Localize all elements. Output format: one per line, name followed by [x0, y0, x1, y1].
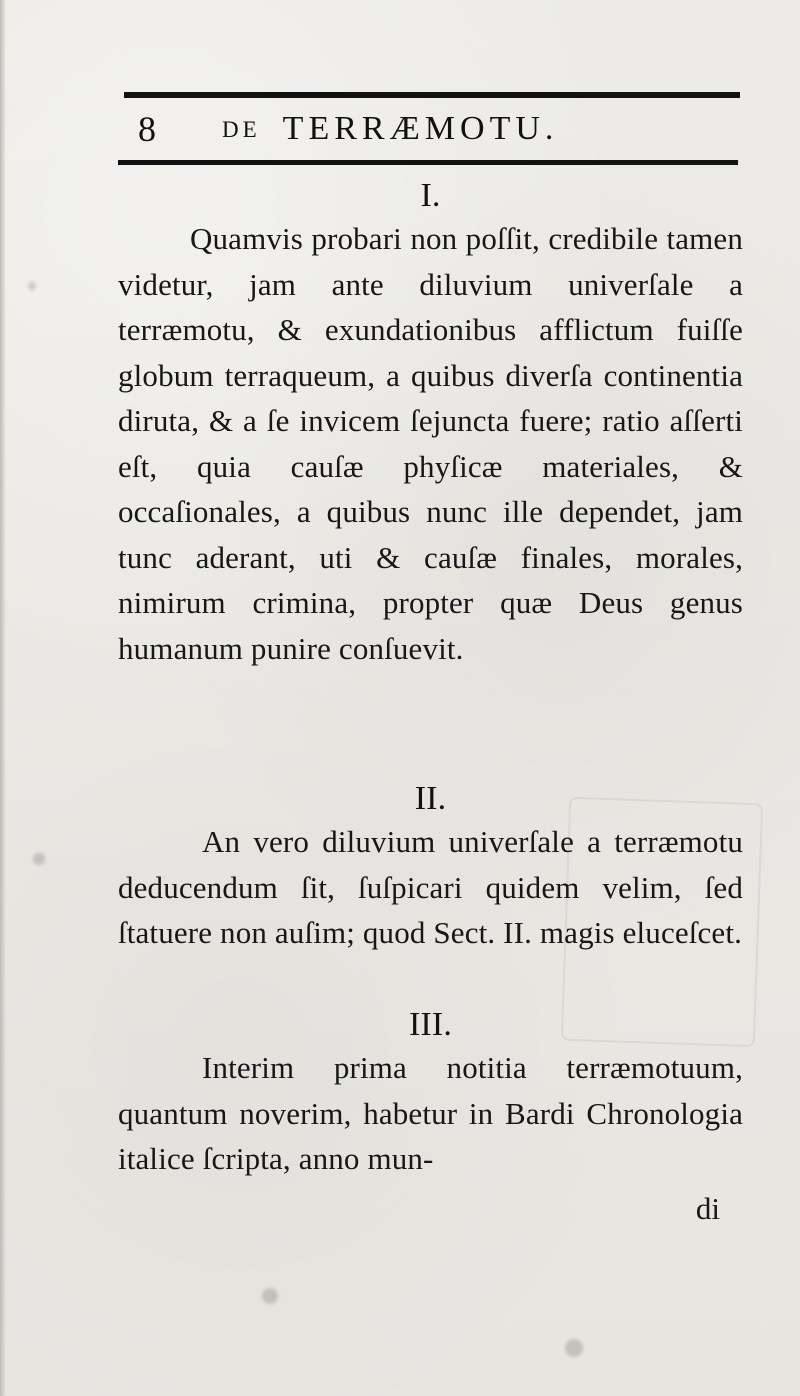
header-rule-top: [124, 92, 740, 98]
running-head: [138, 104, 738, 154]
section-2: [118, 779, 743, 956]
catchword: di: [695, 1191, 720, 1226]
section-1: [118, 176, 743, 671]
section-text: Interim prima notitia terræmotuum, quantum noverim, habetur in Bardi Chronologia italice ſcripta, anno mun-: [118, 1050, 743, 1176]
running-head-title: TERRÆMOTU.: [282, 110, 559, 147]
section-text: An vero diluvium univerſale a terræmotu deducendum ſit, ſuſpicari quidem velim, ſed ſtatuere non auſim; quod Sect. II. magis eluceſcet.: [118, 824, 743, 950]
section-number: I.: [420, 177, 441, 214]
running-head-prefix: DE: [222, 116, 261, 142]
section-text: Quamvis probari non poſſit, credibile tamen videtur, jam ante diluvium univerſale a terræmotu, & exundationibus afflictum fuiſſe globum terraqueum, a quibus diverſa continentia diruta, & a ſe invicem ſejuncta fuere; ratio aſſerti eſt, quia cauſæ phyſicæ materiales, & occaſionales, a quibus nunc ille dependet, jam tunc aderant, uti & cauſæ finales, morales, nimirum crimina, propter quæ Deus genus humanum punire conſuevit.: [118, 221, 743, 666]
section-number: III.: [408, 1006, 453, 1043]
section-number: II.: [414, 780, 447, 817]
ink-spot: [262, 1288, 278, 1304]
ink-spot: [28, 282, 36, 290]
header-rule-bottom: [118, 160, 738, 165]
ink-spot: [565, 1339, 583, 1357]
section-3: [118, 1005, 743, 1182]
ink-spot: [33, 853, 45, 865]
page-edge-shadow: [0, 0, 6, 1396]
page-number: 8: [138, 109, 157, 149]
